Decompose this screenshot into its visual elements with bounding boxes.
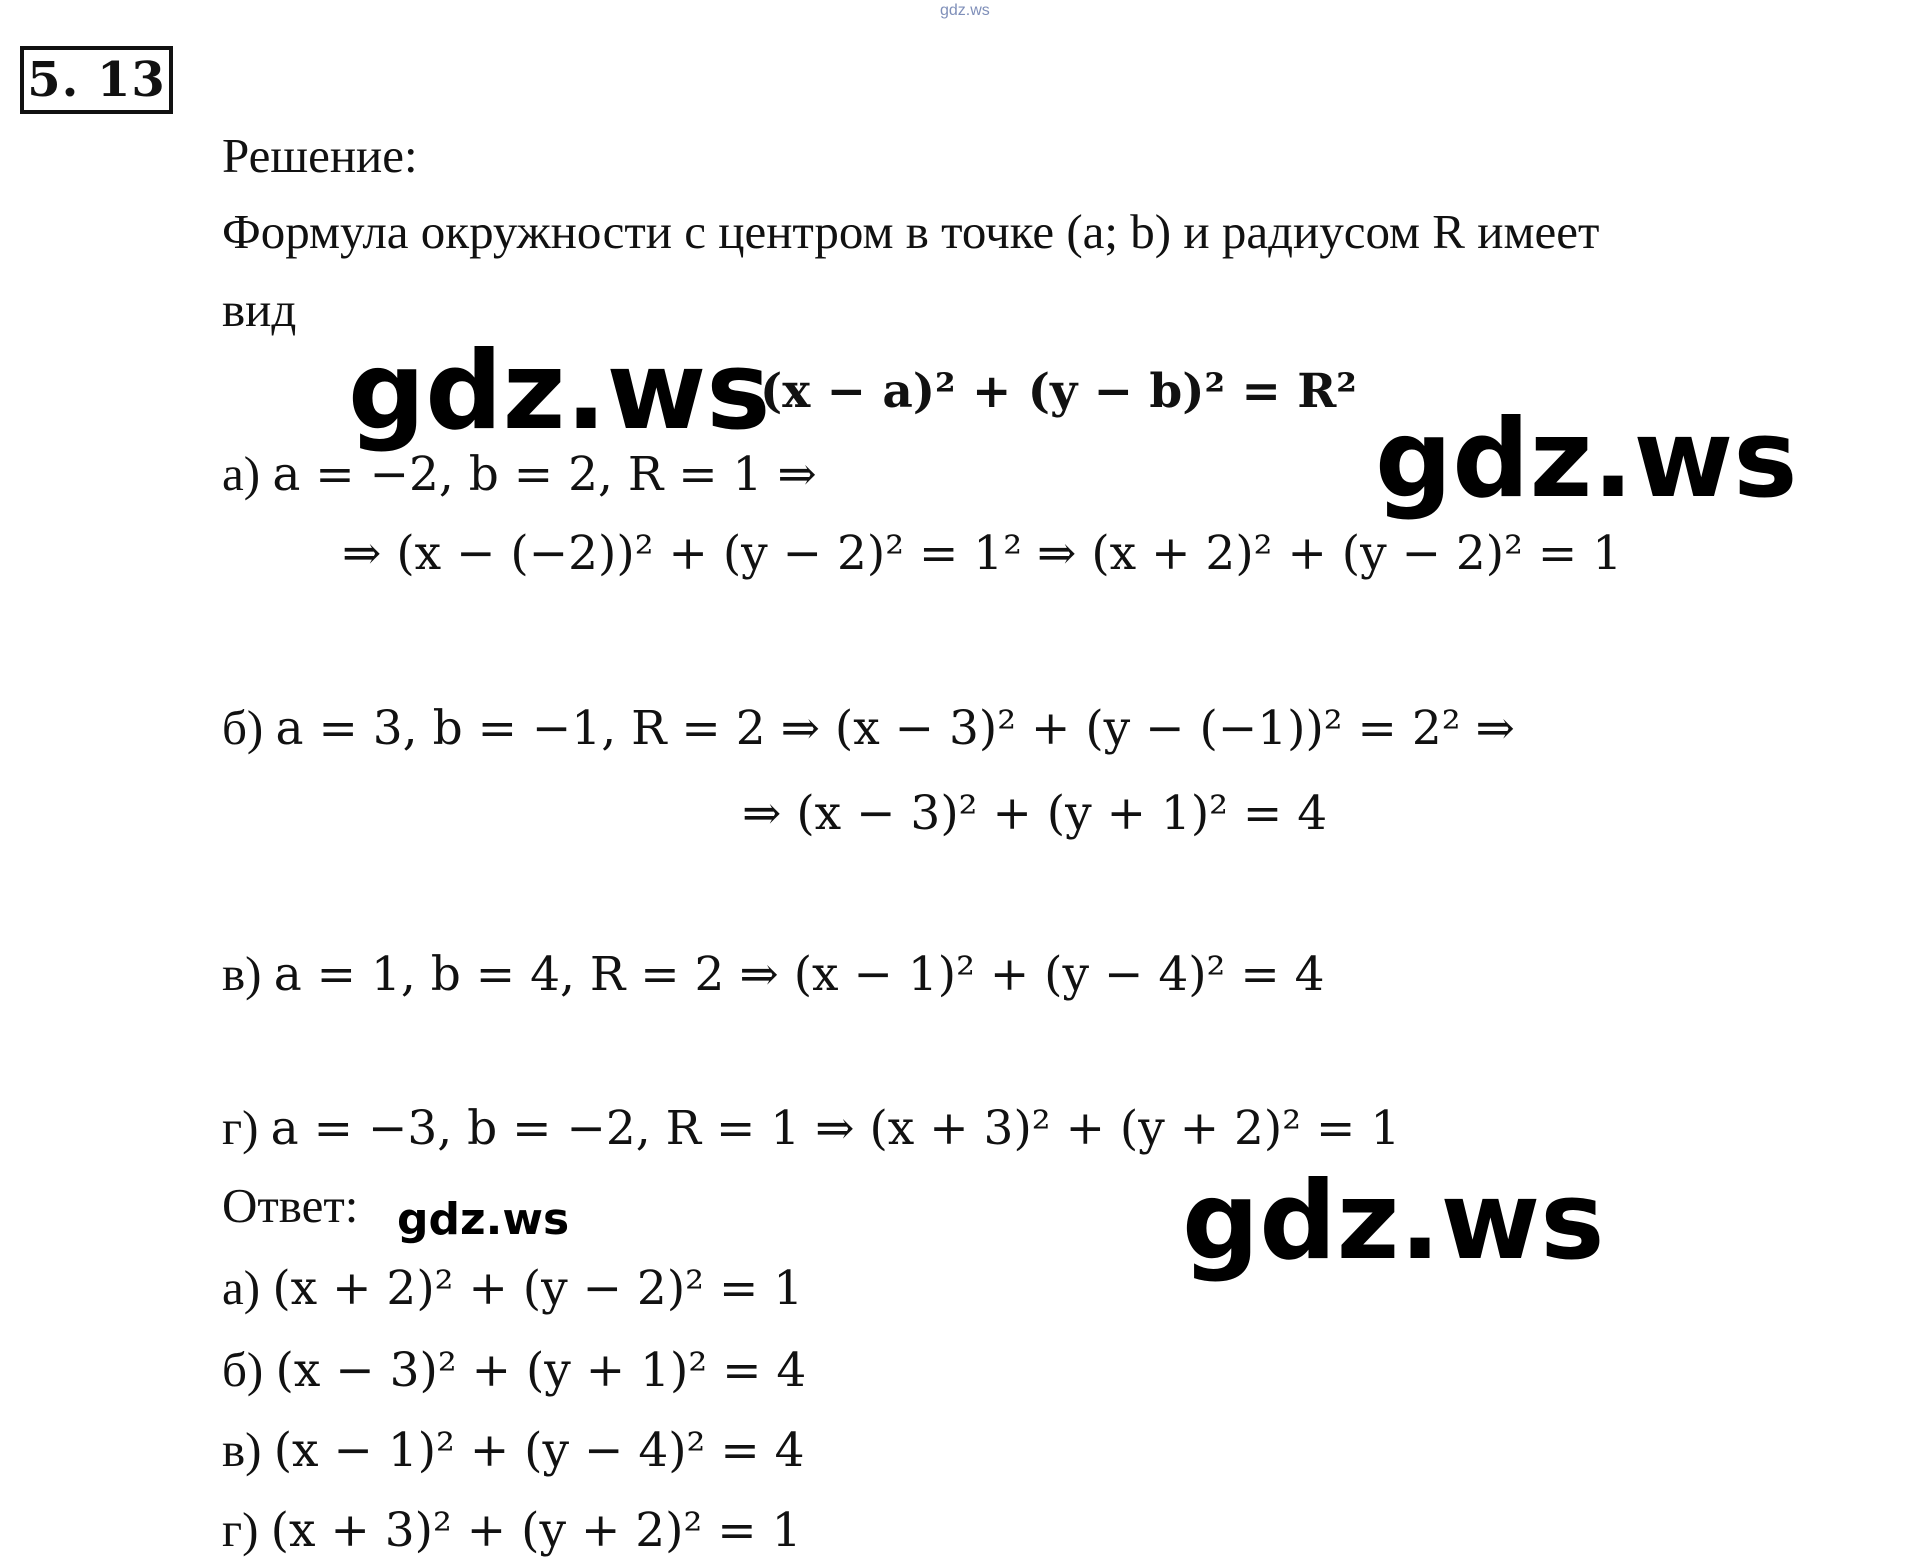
part-v-params: a = 1, b = 4, R = 2 ⇒ (x − 1)² + (y − 4)² = 4 [273, 947, 1325, 1002]
part-g-row [222, 1098, 1400, 1159]
answer-b [222, 1340, 806, 1401]
answer-a-eq: (x + 2)² + (y − 2)² = 1 [272, 1261, 804, 1316]
part-b-letter: б) [222, 700, 264, 755]
part-v-letter: в) [222, 946, 262, 1001]
answer-b-letter: б) [222, 1342, 264, 1397]
part-b-derivation: ⇒ (x − 3)² + (y + 1)² = 4 [742, 786, 1328, 841]
answer-g [222, 1500, 802, 1561]
answer-v-letter: в) [222, 1422, 262, 1477]
answer-b-eq: (x − 3)² + (y + 1)² = 4 [275, 1343, 807, 1398]
solution-label: Решение: [222, 128, 418, 183]
top-watermark: gdz.ws [940, 2, 990, 19]
intro-line-2: вид [222, 282, 297, 337]
part-b-row [222, 698, 1515, 759]
part-g-params: a = −3, b = −2, R = 1 ⇒ (x + 3)² + (y + 2)² = 1 [270, 1101, 1401, 1156]
answer-label: Ответ: [222, 1178, 359, 1233]
answer-a [222, 1258, 803, 1319]
answer-g-letter: г) [222, 1502, 259, 1557]
general-formula: (x − a)² + (y − b)² = R² [760, 364, 1357, 419]
answer-a-letter: а) [222, 1260, 261, 1315]
problem-number: 5. 13 [20, 46, 173, 114]
part-a-params: a = −2, b = 2, R = 1 ⇒ [272, 447, 817, 502]
part-a-letter: а) [222, 446, 261, 501]
watermark-2: gdz.ws [1375, 397, 1798, 522]
watermark-3: gdz.ws [397, 1194, 570, 1245]
answer-v-eq: (x − 1)² + (y − 4)² = 4 [273, 1423, 805, 1478]
part-v-row [222, 944, 1325, 1005]
answer-g-eq: (x + 3)² + (y + 2)² = 1 [270, 1503, 802, 1558]
intro-line-1: Формула окружности с центром в точке (a; b) и радиусом R имеет [222, 204, 1600, 259]
watermark-1: gdz.ws [348, 329, 771, 454]
part-g-letter: г) [222, 1100, 259, 1155]
watermark-4: gdz.ws [1182, 1159, 1605, 1284]
part-b-params: a = 3, b = −1, R = 2 ⇒ (x − 3)² + (y − (−1))² = 2² ⇒ [275, 701, 1515, 756]
part-a-derivation: ⇒ (x − (−2))² + (y − 2)² = 1² ⇒ (x + 2)² + (y − 2)² = 1 [342, 526, 1623, 581]
answer-v [222, 1420, 805, 1481]
